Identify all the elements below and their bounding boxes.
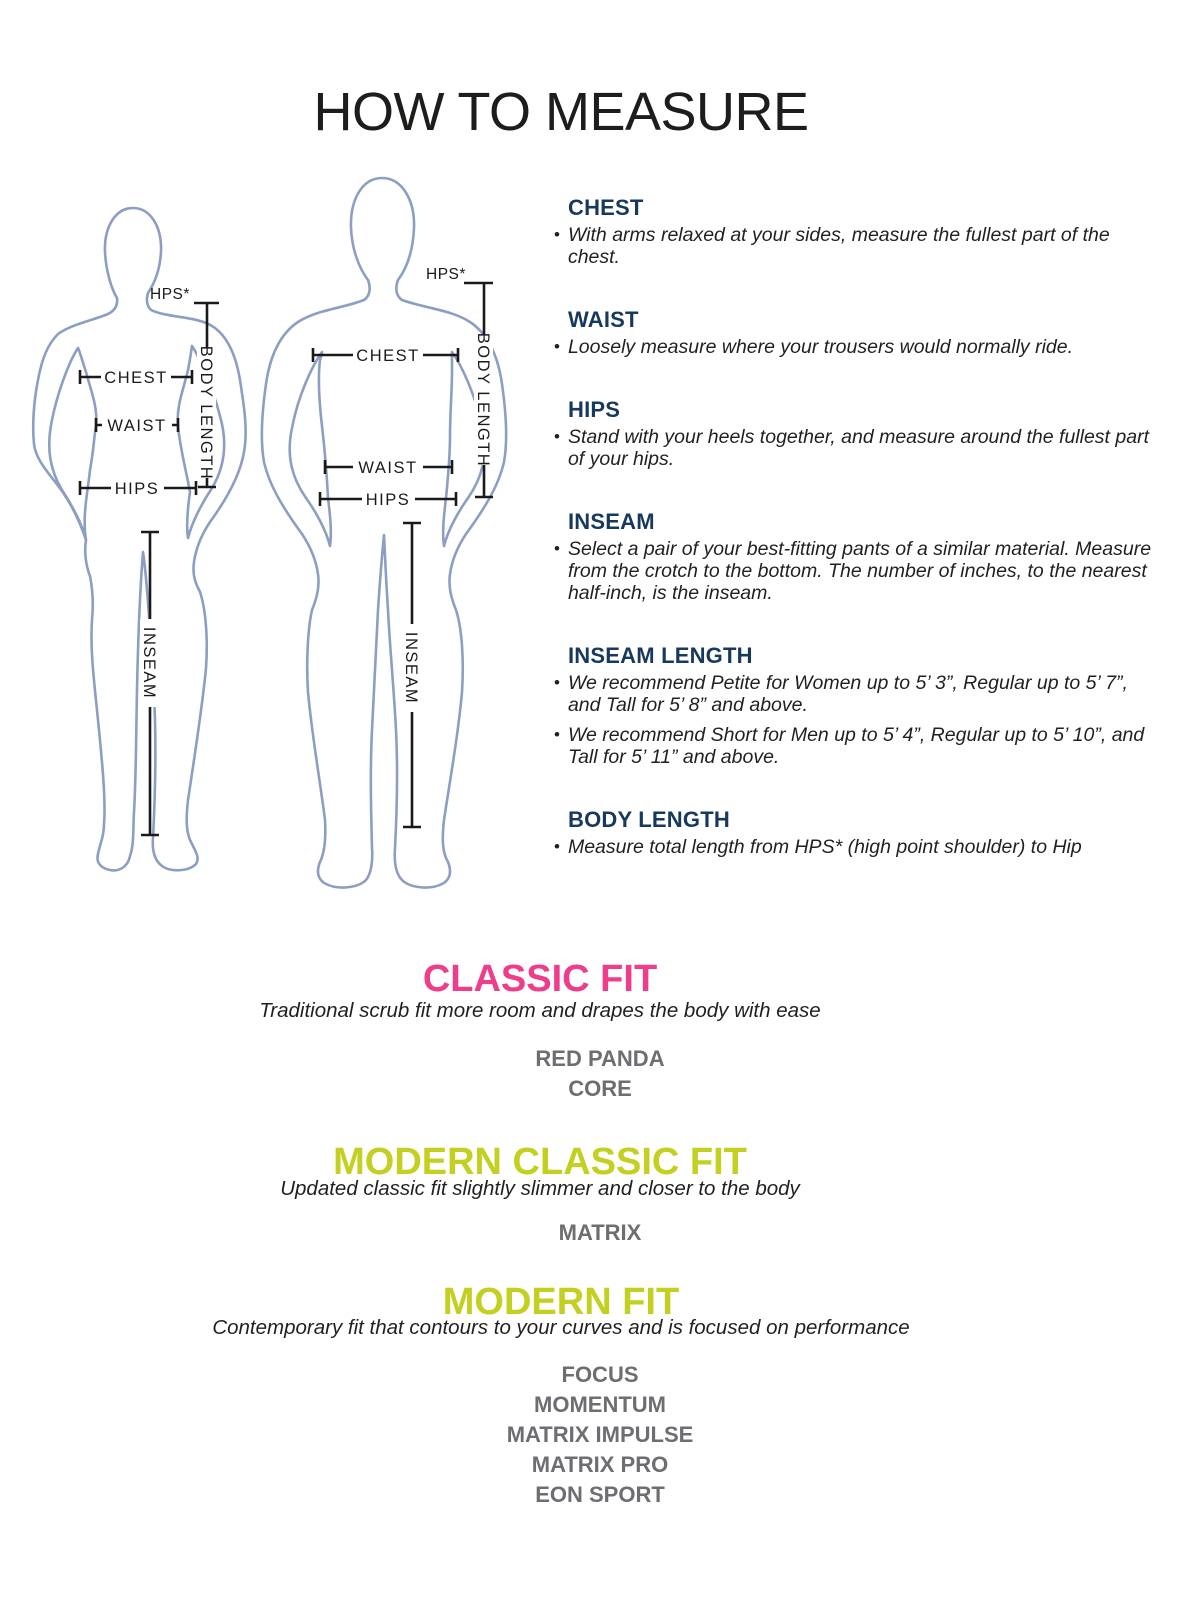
section-bullet [554, 538, 1154, 604]
bullet-text: We recommend Petite for Women up to 5’ 3”, Regular up to 5’ 7”, and Tall for 5’ 8” and above. [567, 672, 1128, 716]
section-bullet [554, 224, 1154, 268]
female-chest-label: CHEST [104, 369, 168, 387]
fit-description-classic: Traditional scrub fit more room and drapes the body with ease [259, 999, 821, 1022]
measure-section-inseam-length [552, 644, 1176, 768]
fit-heading-modern-classic: MODERN CLASSIC FIT [333, 1141, 747, 1183]
fit-products-classic [0, 1044, 1200, 1104]
male-figure-outline [262, 178, 506, 887]
bullet-icon: • [554, 337, 560, 356]
measure-section-inseam [552, 510, 1176, 604]
fit-products-modern [0, 1360, 1200, 1510]
bullet-icon: • [554, 673, 560, 692]
bullet-text: We recommend Short for Men up to 5’ 4”, Regular up to 5’ 10”, and Tall for 5’ 11” and above. [567, 724, 1145, 768]
measure-instructions [552, 196, 1176, 898]
bullet-text: Loosely measure where your trousers would normally ride. [567, 336, 1074, 358]
bullet-icon: • [554, 725, 560, 744]
male-inseam-label: INSEAM [402, 631, 420, 705]
bullet-icon: • [554, 837, 560, 856]
product-name: MATRIX PRO [531, 1452, 669, 1477]
section-heading: INSEAM [568, 509, 655, 534]
male-chest-label: CHEST [356, 347, 420, 365]
measurement-diagram [0, 150, 540, 890]
section-bullet [554, 724, 1154, 768]
female-figure-outline [33, 208, 245, 870]
fit-products-modern-classic [0, 1218, 1200, 1248]
female-hips-label: HIPS [114, 480, 160, 498]
product-name: MOMENTUM [534, 1392, 666, 1417]
fit-description-modern-classic: Updated classic fit slightly slimmer and closer to the body [280, 1177, 800, 1200]
fit-heading-modern: MODERN FIT [442, 1281, 680, 1323]
product-name: FOCUS [561, 1362, 639, 1387]
product-name: MATRIX IMPULSE [506, 1422, 694, 1447]
measure-section-chest [552, 196, 1176, 268]
measure-section-waist [552, 308, 1176, 358]
male-hips-label: HIPS [365, 491, 411, 509]
product-name: CORE [568, 1076, 632, 1101]
female-hps-label: HPS* [150, 286, 190, 303]
section-heading: HIPS [568, 397, 621, 422]
section-bullet [554, 836, 1154, 858]
male-hps-label: HPS* [426, 266, 466, 283]
fit-description-modern: Contemporary fit that contours to your curves and is focused on performance [212, 1316, 910, 1339]
measure-section-hips [552, 398, 1176, 470]
bullet-text: Select a pair of your best-fitting pants of a similar material. Measure from the crotch to the bottom. The number of inches, to the nearest half-inch, is the inseam. [567, 538, 1152, 604]
section-bullet [554, 336, 1154, 358]
section-heading: WAIST [568, 307, 639, 332]
section-heading: BODY LENGTH [568, 807, 730, 832]
section-heading: INSEAM LENGTH [568, 643, 753, 668]
male-waist-label: WAIST [358, 459, 418, 477]
female-waist-label: WAIST [107, 417, 167, 435]
male-measure-labels [353, 266, 493, 712]
female-measure-labels [101, 286, 216, 707]
bullet-icon: • [554, 225, 560, 244]
product-name: MATRIX [558, 1220, 642, 1245]
product-name: EON SPORT [535, 1482, 665, 1507]
bullet-icon: • [554, 427, 560, 446]
male-body-length-label: BODY LENGTH [474, 332, 492, 468]
bullet-text: Stand with your heels together, and measure around the fullest part of your hips. [567, 426, 1149, 470]
page-title: HOW TO MEASURE [313, 82, 809, 143]
measure-section-body-length [552, 808, 1176, 858]
fit-heading-classic: CLASSIC FIT [422, 958, 658, 1000]
section-bullet [554, 426, 1154, 470]
bullet-text: Measure total length from HPS* (high point shoulder) to Hip [567, 836, 1082, 858]
bullet-text: With arms relaxed at your sides, measure the fullest part of the chest. [567, 224, 1110, 268]
bullet-icon: • [554, 539, 560, 558]
female-body-length-label: BODY LENGTH [197, 345, 215, 481]
female-inseam-label: INSEAM [140, 626, 158, 700]
product-name: RED PANDA [535, 1046, 665, 1071]
section-heading: CHEST [568, 195, 644, 220]
section-bullet [554, 672, 1154, 716]
